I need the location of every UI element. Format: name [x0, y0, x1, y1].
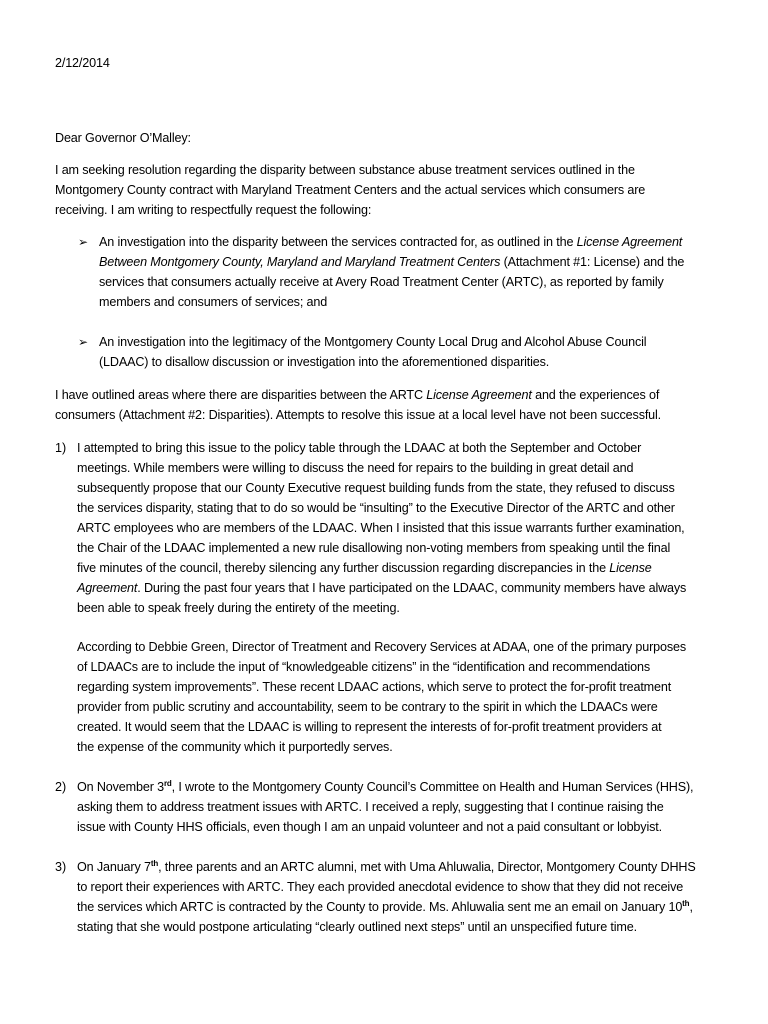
bullet-line: Between Montgomery County, Maryland and Maryland Treatment Centers (Attachment #1: License) and the: [99, 255, 685, 269]
intro-line: I am seeking resolution regarding the disparity between substance abuse treatment services outlined in the: [55, 163, 635, 177]
item-line: of LDAACs are to include the input of “knowledgeable citizens” in the “identification and recommendations: [77, 660, 650, 674]
item-number: 1): [55, 441, 67, 455]
item-line: meetings. While members were willing to discuss the need for repairs to the building in great detail and: [77, 461, 634, 475]
item-line: five minutes of the council, thereby silencing any further discussion regarding discrepancies in the License: [77, 561, 652, 575]
item-number: 3): [55, 860, 67, 874]
item-line: the services disparity, stating that to do so would be “insulting” to the Executive Director of the ARTC and other: [77, 501, 675, 515]
bullet-line: An investigation into the disparity between the services contracted for, as outlined in the License Agreement: [99, 235, 683, 249]
item-line: subsequently propose that our County Executive request building funds from the state, they refused to discuss: [77, 481, 675, 495]
item-line: been able to speak freely during the entirety of the meeting.: [77, 601, 400, 615]
item-line: the Chair of the LDAAC implemented a new rule disallowing non-voting members from speaking until the final: [77, 541, 671, 555]
item-line: the services which ARTC is contracted by the County to provide. Ms. Ahluwalia sent me an email on January 10th,: [77, 898, 693, 914]
item-line: stating that she would postpone articulating “clearly outlined next steps” until an unspecified future time.: [77, 920, 637, 934]
letter-date: 2/12/2014: [55, 56, 110, 70]
bullet-line: members and consumers of services; and: [99, 295, 328, 309]
outline-line: consumers (Attachment #2: Disparities). Attempts to resolve this issue at a local level have not been successful.: [55, 408, 662, 422]
intro-line: receiving. I am writing to respectfully request the following:: [55, 203, 372, 217]
item-line: asking them to address treatment issues with ARTC. I received a reply, suggesting that I continue raising the: [77, 800, 664, 814]
bullet-line: services that consumers actually receive at Avery Road Treatment Center (ARTC), as reported by family: [99, 275, 664, 289]
item-number: 2): [55, 780, 67, 794]
item-line: On November 3rd, I wrote to the Montgomery County Council’s Committee on Health and Human Services (HHS),: [77, 778, 694, 794]
item-line: issue with County HHS officials, even though I am an unpaid volunteer and not a paid consultant or lobbyist.: [77, 820, 662, 834]
item-line: regarding system improvements”. These recent LDAAC actions, which serve to protect the for-profit treatment: [77, 680, 672, 694]
item-line: created. It would seem that the LDAAC is willing to represent the interests of for-profit treatment providers at: [77, 720, 662, 734]
bullet-line: (LDAAC) to disallow discussion or investigation into the aforementioned disparities.: [99, 355, 550, 369]
item-line: Agreement. During the past four years that I have participated on the LDAAC, community members have always: [77, 581, 687, 595]
item-line: to report their experiences with ARTC. They each provided anecdotal evidence to show that they did not receive: [77, 880, 684, 894]
item-line: According to Debbie Green, Director of Treatment and Recovery Services at ADAA, one of the primary purposes: [77, 640, 687, 654]
salutation: Dear Governor O’Malley:: [55, 131, 191, 145]
bullet-line: An investigation into the legitimacy of the Montgomery County Local Drug and Alcohol Abuse Council: [99, 335, 647, 349]
item-line: provider from public scrutiny and accountability, seem to be contrary to the spirit in which the LDAACs were: [77, 700, 658, 714]
item-line: the expense of the community which it purportedly serves.: [77, 740, 393, 754]
item-line: On January 7th, three parents and an ARTC alumni, met with Uma Ahluwalia, Director, Montgomery County DHHS: [77, 858, 696, 874]
arrow-bullet-icon: ➢: [78, 335, 89, 349]
arrow-bullet-icon: ➢: [78, 235, 89, 249]
item-line: I attempted to bring this issue to the policy table through the LDAAC at both the September and October: [77, 441, 642, 455]
intro-line: Montgomery County contract with Maryland Treatment Centers and the actual services which consumers are: [55, 183, 646, 197]
outline-line: I have outlined areas where there are disparities between the ARTC License Agreement and the experiences of: [55, 388, 660, 402]
item-line: ARTC employees who are members of the LDAAC. When I insisted that this issue warrants further examination,: [77, 521, 685, 535]
